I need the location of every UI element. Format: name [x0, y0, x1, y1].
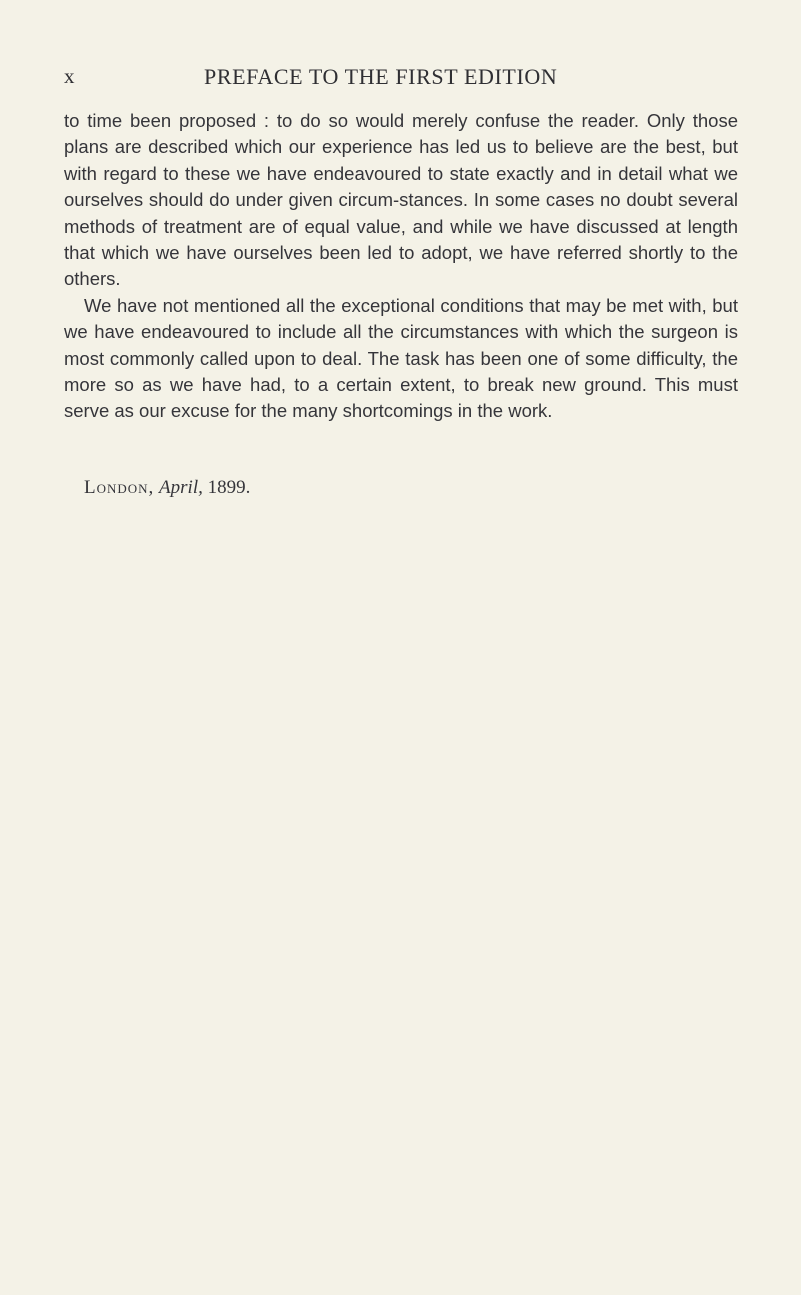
signoff-month: April, — [159, 477, 203, 498]
signoff — [84, 477, 250, 499]
page-number: x — [64, 64, 75, 88]
paragraph-continued: to time been proposed : to do so would merely confuse the reader. Only those plans are described which our experience has led us to believe are the best, but with regard to these we have endeavoured to state exactly and in detail what we ourselves should do under given circum-stances. In some cases no doubt several methods of treatment are of equal value, and while we have discussed at length that which we have ourselves been led to adopt, we have referred shortly to the others. — [64, 110, 738, 290]
paragraph: We have not mentioned all the exceptional conditions that may be met with, but we have endeavoured to include all the circumstances with which the surgeon is most commonly called upon to deal. The task has been one of some difficulty, the more so as we have had, to a certain extent, to break new ground. This must serve as our excuse for the many shortcomings in the work. — [64, 294, 738, 422]
running-head — [64, 64, 738, 94]
signoff-year: 1899. — [207, 477, 251, 498]
running-title: PREFACE TO THE FIRST EDITION — [204, 64, 558, 89]
signoff-place: London, — [84, 477, 155, 498]
preface-text — [64, 108, 738, 425]
